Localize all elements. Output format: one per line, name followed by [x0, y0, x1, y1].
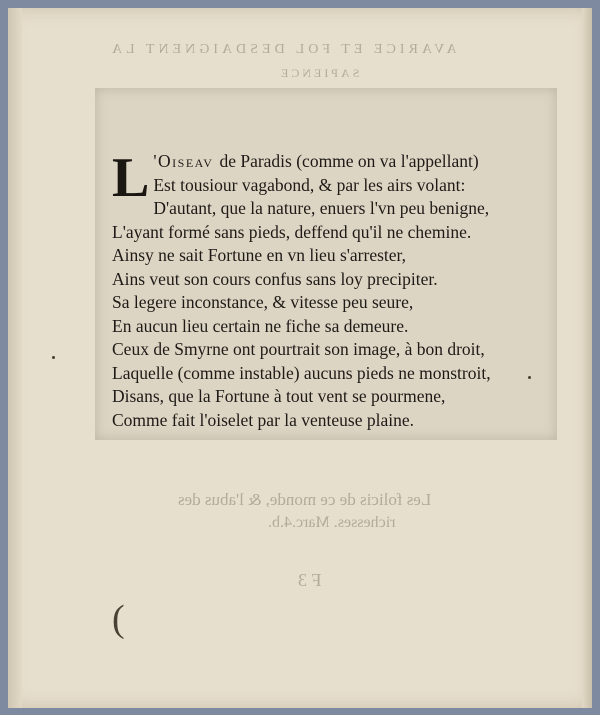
page-left-edge: [8, 8, 22, 708]
poem-line-9: Ceux de Smyrne ont pourtrait son image, à bon droit,: [112, 339, 485, 359]
poem-line-8: En aucun lieu certain ne fiche sa demeure.: [112, 315, 409, 336]
poem-line-5: Ainsy ne sait Fortune en vn lieu s'arrester,: [112, 245, 407, 265]
poem-line-12: Comme fait l'oiselet par la venteuse plaine.: [112, 409, 415, 430]
show-through-signature-mark: F 3: [298, 570, 322, 590]
show-through-caption-line-1: Les folicis de ce monde, & l'abus des: [178, 490, 432, 509]
poem-line-2: Est tousiour vagabond, & par les airs volant:: [153, 174, 466, 195]
ink-speck: [52, 356, 55, 359]
poem-line-7: Sa legere inconstance, & vitesse peu seure,: [112, 292, 414, 312]
page-right-edge: [582, 8, 592, 708]
show-through-subheading: SAPIENCE: [278, 66, 360, 80]
poem-line-11: Disans, que la Fortune à tout vent se pourmene,: [112, 386, 446, 406]
poem-line-10: Laquelle (comme instable) aucuns pieds ne monstroit,: [112, 362, 491, 383]
drop-capital: L: [112, 147, 150, 209]
ink-speck: [528, 376, 531, 379]
poem-line-6: Ains veut son cours confus sans loy precipiter.: [112, 268, 438, 289]
show-through-caption-line-2: richesses. Marc.4.b.: [268, 514, 396, 531]
poem-line-4: L'ayant formé sans pieds, deffend qu'il ne chemine.: [112, 221, 472, 242]
stray-parenthesis-mark: (: [112, 598, 125, 640]
poem-line-1-text: de Paradis (comme on va l'appellant): [219, 151, 479, 171]
poem-line-1-smallcaps: 'Oiseav: [153, 151, 214, 171]
poem-text-block: [112, 147, 552, 432]
poem-line-3: D'autant, que la nature, enuers l'vn peu benigne,: [153, 198, 490, 218]
show-through-heading: AVARICE ET FOL DESDAIGNENT LA: [108, 42, 457, 57]
